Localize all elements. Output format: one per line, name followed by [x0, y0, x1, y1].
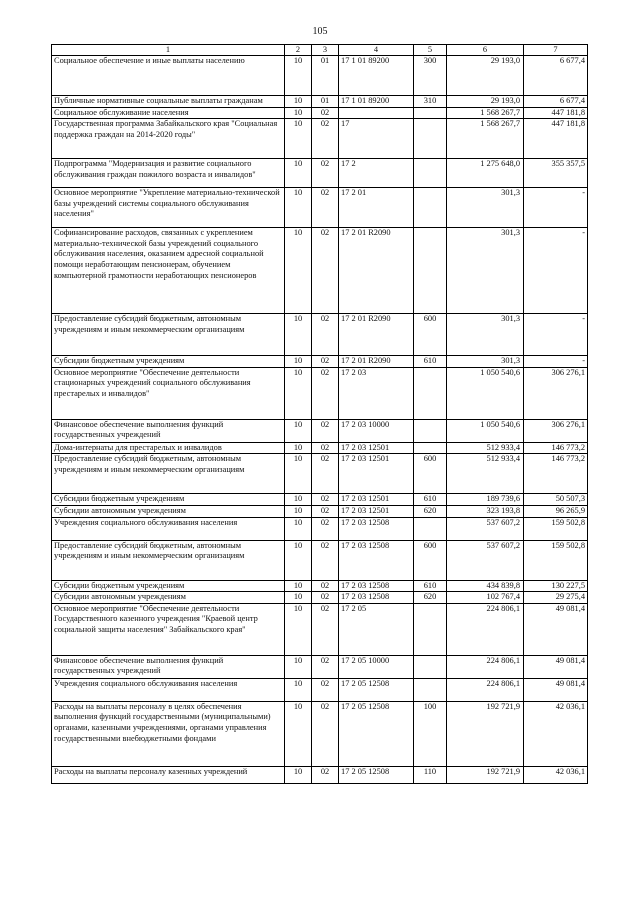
header-cell: 5 [414, 45, 447, 56]
row-expense-type [414, 119, 447, 159]
row-section-code: 10 [285, 159, 312, 188]
table-row [52, 580, 588, 592]
row-target-article: 17 2 05 [339, 603, 414, 655]
row-amount-plan: 512 933,4 [447, 454, 524, 494]
table-row [52, 494, 588, 506]
row-expense-type [414, 107, 447, 119]
row-amount-plan: 537 607,2 [447, 517, 524, 540]
row-target-article: 17 2 05 12508 [339, 701, 414, 766]
row-target-article: 17 1 01 89200 [339, 56, 414, 96]
row-amount-executed: 355 357,5 [524, 159, 588, 188]
row-subsection-code: 02 [312, 314, 339, 356]
table-row [52, 517, 588, 540]
header-cell: 7 [524, 45, 588, 56]
row-amount-executed: 42 036,1 [524, 766, 588, 783]
table-row [52, 678, 588, 701]
row-amount-executed: 447 181,8 [524, 107, 588, 119]
table-row [52, 188, 588, 228]
row-expense-type [414, 188, 447, 228]
row-target-article: 17 2 01 R2090 [339, 356, 414, 368]
row-name: Субсидии бюджетным учреждениям [52, 356, 285, 368]
row-name: Финансовое обеспечение выполнения функций государственных учреждений [52, 655, 285, 678]
row-amount-executed: 50 507,3 [524, 494, 588, 506]
row-subsection-code: 02 [312, 188, 339, 228]
row-expense-type [414, 228, 447, 314]
row-amount-plan: 1 568 267,7 [447, 107, 524, 119]
row-subsection-code: 02 [312, 419, 339, 442]
row-expense-type [414, 159, 447, 188]
row-subsection-code: 02 [312, 540, 339, 580]
row-name: Софинансирование расходов, связанных с укреплением материально-технической базы учреждений социального обслуживания населения, оказанием адресной социальной помощи неработающим пенсионерам, обучением компьютерной грамотности неработающих пенсионеров [52, 228, 285, 314]
row-amount-executed: 29 275,4 [524, 592, 588, 604]
row-subsection-code: 02 [312, 494, 339, 506]
row-expense-type: 310 [414, 96, 447, 108]
row-name: Расходы на выплаты персоналу в целях обеспечения выполнения функций государственными (муниципальными) органами, казенными учреждениями, органами управления государственными внебюджетными фондами [52, 701, 285, 766]
row-section-code: 10 [285, 119, 312, 159]
row-amount-plan: 29 193,0 [447, 56, 524, 96]
row-subsection-code: 02 [312, 442, 339, 454]
row-amount-executed: - [524, 314, 588, 356]
row-amount-executed: 146 773,2 [524, 454, 588, 494]
row-name: Дома-интернаты для престарелых и инвалидов [52, 442, 285, 454]
row-section-code: 10 [285, 603, 312, 655]
row-name: Публичные нормативные социальные выплаты гражданам [52, 96, 285, 108]
row-target-article: 17 2 05 12508 [339, 678, 414, 701]
row-name: Социальное обслуживание населения [52, 107, 285, 119]
row-amount-plan: 301,3 [447, 188, 524, 228]
row-expense-type: 610 [414, 494, 447, 506]
row-target-article: 17 2 05 12508 [339, 766, 414, 783]
row-amount-plan: 224 806,1 [447, 655, 524, 678]
row-section-code: 10 [285, 356, 312, 368]
row-section-code: 10 [285, 96, 312, 108]
row-expense-type [414, 603, 447, 655]
table-row [52, 367, 588, 419]
row-expense-type: 620 [414, 592, 447, 604]
row-amount-plan: 189 739,6 [447, 494, 524, 506]
row-target-article: 17 2 03 12501 [339, 494, 414, 506]
table-row [52, 766, 588, 783]
page-number: 105 [312, 26, 328, 37]
table-row [52, 603, 588, 655]
row-target-article: 17 1 01 89200 [339, 96, 414, 108]
row-amount-plan: 301,3 [447, 356, 524, 368]
row-amount-executed: - [524, 188, 588, 228]
row-amount-plan: 102 767,4 [447, 592, 524, 604]
row-expense-type: 300 [414, 56, 447, 96]
table-row [52, 592, 588, 604]
row-subsection-code: 02 [312, 356, 339, 368]
row-amount-executed: - [524, 228, 588, 314]
row-target-article: 17 2 03 [339, 367, 414, 419]
header-cell: 3 [312, 45, 339, 56]
row-expense-type [414, 442, 447, 454]
row-amount-executed: 447 181,8 [524, 119, 588, 159]
row-section-code: 10 [285, 56, 312, 96]
row-subsection-code: 02 [312, 592, 339, 604]
table-row [52, 540, 588, 580]
row-expense-type: 610 [414, 356, 447, 368]
row-target-article: 17 2 01 R2090 [339, 228, 414, 314]
table-row [52, 454, 588, 494]
row-name: Основное мероприятие "Обеспечение деятельности Государственного казенного учреждения "Краевой центр социальной защиты населения" Забайкальского края" [52, 603, 285, 655]
row-section-code: 10 [285, 655, 312, 678]
row-name: Субсидии автономным учреждениям [52, 505, 285, 517]
table-row [52, 655, 588, 678]
row-name: Предоставление субсидий бюджетным, автономным учреждениям и иным некоммерческим организациям [52, 540, 285, 580]
row-section-code: 10 [285, 419, 312, 442]
table-row [52, 314, 588, 356]
row-target-article: 17 2 03 12508 [339, 517, 414, 540]
row-subsection-code: 02 [312, 159, 339, 188]
table-row [52, 56, 588, 96]
row-target-article: 17 2 03 12508 [339, 592, 414, 604]
row-expense-type [414, 678, 447, 701]
row-subsection-code: 02 [312, 367, 339, 419]
row-name: Подпрограмма "Модернизация и развитие социального обслуживания граждан пожилого возраста и инвалидов" [52, 159, 285, 188]
row-amount-plan: 323 193,8 [447, 505, 524, 517]
table-row [52, 356, 588, 368]
row-name: Предоставление субсидий бюджетным, автономным учреждениям и иным некоммерческим организациям [52, 454, 285, 494]
row-section-code: 10 [285, 678, 312, 701]
budget-table [51, 44, 588, 784]
row-amount-executed: 159 502,8 [524, 517, 588, 540]
row-section-code: 10 [285, 314, 312, 356]
row-amount-plan: 434 839,8 [447, 580, 524, 592]
row-amount-plan: 301,3 [447, 314, 524, 356]
row-expense-type: 610 [414, 580, 447, 592]
row-section-code: 10 [285, 540, 312, 580]
row-expense-type [414, 419, 447, 442]
row-target-article: 17 2 05 10000 [339, 655, 414, 678]
row-subsection-code: 02 [312, 655, 339, 678]
row-expense-type: 600 [414, 314, 447, 356]
row-amount-executed: 130 227,5 [524, 580, 588, 592]
row-amount-executed: 6 677,4 [524, 96, 588, 108]
row-name: Предоставление субсидий бюджетным, автономным учреждениям и иным некоммерческим организациям [52, 314, 285, 356]
row-target-article: 17 2 01 R2090 [339, 314, 414, 356]
row-amount-executed: 6 677,4 [524, 56, 588, 96]
row-subsection-code: 02 [312, 119, 339, 159]
row-expense-type [414, 517, 447, 540]
row-amount-plan: 29 193,0 [447, 96, 524, 108]
row-section-code: 10 [285, 701, 312, 766]
row-amount-plan: 192 721,9 [447, 701, 524, 766]
row-section-code: 10 [285, 228, 312, 314]
row-subsection-code: 02 [312, 678, 339, 701]
row-amount-executed: - [524, 356, 588, 368]
row-section-code: 10 [285, 367, 312, 419]
header-row [52, 45, 588, 56]
row-name: Расходы на выплаты персоналу казенных учреждений [52, 766, 285, 783]
row-section-code: 10 [285, 517, 312, 540]
table-row [52, 159, 588, 188]
row-subsection-code: 02 [312, 603, 339, 655]
row-expense-type: 100 [414, 701, 447, 766]
row-name: Субсидии автономным учреждениям [52, 592, 285, 604]
row-expense-type [414, 367, 447, 419]
header-cell: 6 [447, 45, 524, 56]
row-section-code: 10 [285, 188, 312, 228]
row-expense-type: 110 [414, 766, 447, 783]
row-amount-executed: 49 081,4 [524, 678, 588, 701]
row-amount-executed: 159 502,8 [524, 540, 588, 580]
row-amount-executed: 306 276,1 [524, 419, 588, 442]
row-section-code: 10 [285, 580, 312, 592]
table-row [52, 96, 588, 108]
row-target-article: 17 2 01 [339, 188, 414, 228]
row-amount-plan: 301,3 [447, 228, 524, 314]
row-section-code: 10 [285, 766, 312, 783]
row-subsection-code: 02 [312, 517, 339, 540]
row-name: Основное мероприятие "Обеспечение деятельности стационарных учреждений социального обслуживания престарелых и инвалидов" [52, 367, 285, 419]
row-amount-plan: 537 607,2 [447, 540, 524, 580]
row-subsection-code: 02 [312, 766, 339, 783]
row-amount-executed: 306 276,1 [524, 367, 588, 419]
row-name: Учреждения социального обслуживания населения [52, 678, 285, 701]
row-name: Учреждения социального обслуживания населения [52, 517, 285, 540]
row-target-article: 17 2 03 12508 [339, 540, 414, 580]
row-subsection-code: 01 [312, 56, 339, 96]
row-subsection-code: 02 [312, 701, 339, 766]
row-amount-plan: 1 050 540,6 [447, 419, 524, 442]
row-name: Социальное обеспечение и иные выплаты населению [52, 56, 285, 96]
row-amount-executed: 42 036,1 [524, 701, 588, 766]
row-target-article: 17 2 03 12501 [339, 454, 414, 494]
row-subsection-code: 02 [312, 228, 339, 314]
row-target-article [339, 107, 414, 119]
header-cell: 4 [339, 45, 414, 56]
row-amount-plan: 192 721,9 [447, 766, 524, 783]
row-section-code: 10 [285, 442, 312, 454]
row-target-article: 17 2 03 10000 [339, 419, 414, 442]
table-row [52, 505, 588, 517]
header-cell: 1 [52, 45, 285, 56]
header-cell: 2 [285, 45, 312, 56]
row-subsection-code: 02 [312, 580, 339, 592]
row-amount-plan: 1 050 540,6 [447, 367, 524, 419]
row-expense-type: 600 [414, 454, 447, 494]
row-subsection-code: 02 [312, 454, 339, 494]
table-row [52, 119, 588, 159]
row-section-code: 10 [285, 592, 312, 604]
row-expense-type: 600 [414, 540, 447, 580]
row-name: Субсидии бюджетным учреждениям [52, 494, 285, 506]
row-name: Государственная программа Забайкальского края "Социальная поддержка граждан на 2014-2020 годы" [52, 119, 285, 159]
row-amount-plan: 224 806,1 [447, 603, 524, 655]
row-amount-executed: 49 081,4 [524, 603, 588, 655]
row-subsection-code: 01 [312, 96, 339, 108]
table-row [52, 419, 588, 442]
row-section-code: 10 [285, 505, 312, 517]
row-name: Финансовое обеспечение выполнения функций государственных учреждений [52, 419, 285, 442]
row-subsection-code: 02 [312, 505, 339, 517]
row-amount-plan: 512 933,4 [447, 442, 524, 454]
row-expense-type [414, 655, 447, 678]
row-target-article: 17 2 03 12501 [339, 505, 414, 517]
table-row [52, 442, 588, 454]
row-amount-executed: 49 081,4 [524, 655, 588, 678]
row-amount-plan: 1 568 267,7 [447, 119, 524, 159]
row-amount-executed: 96 265,9 [524, 505, 588, 517]
row-subsection-code: 02 [312, 107, 339, 119]
row-section-code: 10 [285, 494, 312, 506]
row-target-article: 17 2 03 12501 [339, 442, 414, 454]
row-name: Основное мероприятие "Укрепление материально-технической базы учреждений системы социального обслуживания населения" [52, 188, 285, 228]
table-row [52, 701, 588, 766]
row-section-code: 10 [285, 107, 312, 119]
table-row [52, 228, 588, 314]
row-expense-type: 620 [414, 505, 447, 517]
row-target-article: 17 [339, 119, 414, 159]
row-target-article: 17 2 [339, 159, 414, 188]
row-amount-plan: 224 806,1 [447, 678, 524, 701]
row-section-code: 10 [285, 454, 312, 494]
row-amount-plan: 1 275 648,0 [447, 159, 524, 188]
row-name: Субсидии бюджетным учреждениям [52, 580, 285, 592]
table-row [52, 107, 588, 119]
row-target-article: 17 2 03 12508 [339, 580, 414, 592]
row-amount-executed: 146 773,2 [524, 442, 588, 454]
